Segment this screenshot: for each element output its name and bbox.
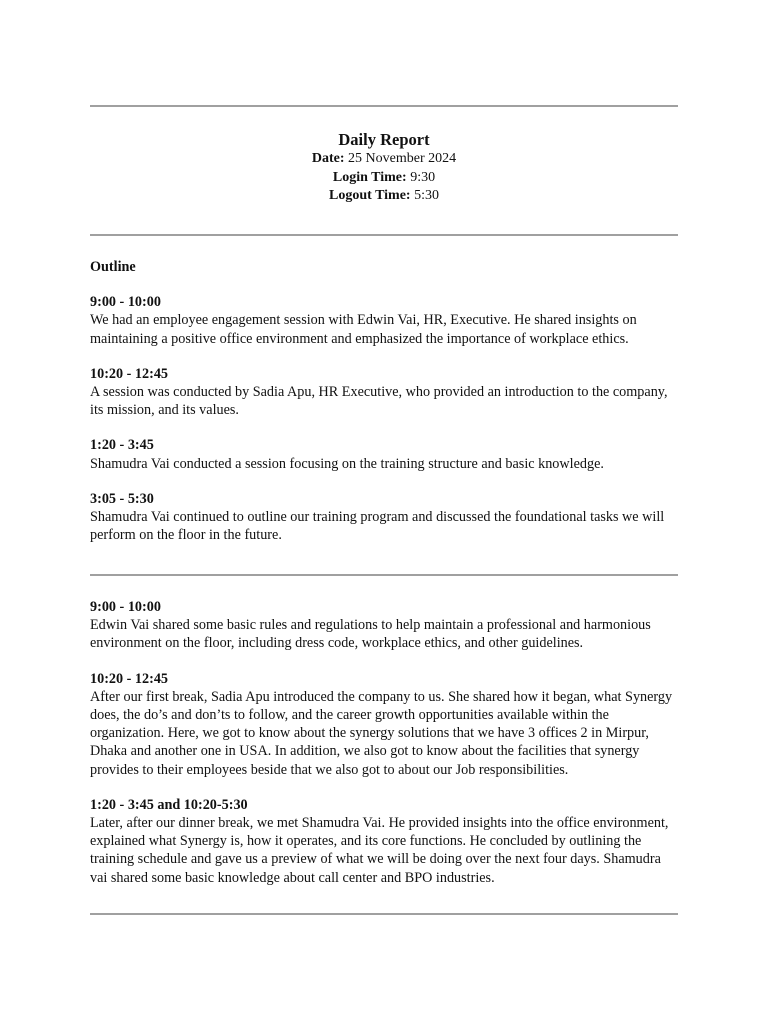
entry-text: Shamudra Vai conducted a session focusing on the training structure and basic knowledge. (90, 455, 604, 472)
outline-heading: Outline (90, 259, 136, 275)
top-divider (90, 105, 678, 107)
date-value: 25 November 2024 (348, 151, 457, 166)
report-title: Daily Report (338, 130, 430, 149)
header-divider (90, 234, 678, 236)
detail-entry (90, 670, 678, 779)
report-header (90, 130, 678, 206)
entry-text: After our first break, Sadia Apu introduced the company to us. She shared how it began, what Synergy does, the do’s and don’ts to follow, and the career growth opportunities available within the organization. Here, we got to know about the synergy solutions that we have 3 offices 2 in Mirpur, Dhaka and another one in USA. In addition, we also got to know about the facilities that synergy provides to their employees beside that we also got to about our Job responsibilities. (90, 688, 673, 778)
entry-time: 3:05 - 5:30 (90, 490, 154, 507)
bottom-divider (90, 913, 678, 915)
entry-text: A session was conducted by Sadia Apu, HR Executive, who provided an introduction to the company, its mission, and its values. (90, 384, 668, 419)
entry-time: 10:20 - 12:45 (90, 670, 169, 687)
login-time-value: 9:30 (410, 169, 436, 185)
outline-entry (90, 436, 678, 472)
logout-time-value: 5:30 (414, 188, 439, 203)
entry-text: Later, after our dinner break, we met Shamudra Vai. He provided insights into the office environment, explained what Synergy is, how it operates, and its core functions. He concluded by outlining the training schedule and gave us a preview of what we will be doing over the next four days. Shamudra vai shared some basic knowledge about call center and BPO industries. (90, 815, 669, 886)
entry-time: 1:20 - 3:45 and 10:20-5:30 (90, 796, 248, 813)
entry-text: Shamudra Vai continued to outline our training program and discussed the foundational tasks we will perform on the floor in the future. (90, 509, 665, 544)
entry-time: 10:20 - 12:45 (90, 365, 169, 382)
entry-time: 1:20 - 3:45 (90, 437, 154, 454)
logout-time-label: Logout Time: (329, 188, 411, 203)
entry-text: We had an employee engagement session with Edwin Vai, HR, Executive. He shared insights on maintaining a positive office environment and emphasized the importance of workplace ethics. (90, 312, 637, 347)
outline-entry (90, 490, 678, 545)
outline-entry (90, 365, 678, 420)
detail-entry (90, 598, 678, 653)
entry-time: 9:00 - 10:00 (90, 599, 161, 615)
detail-entry (90, 796, 678, 887)
outline-section (90, 258, 678, 544)
section-divider (90, 574, 678, 576)
entry-text: Edwin Vai shared some basic rules and regulations to help maintain a professional and harmonious environment on the floor, including dress code, workplace ethics, and other guidelines. (90, 617, 651, 652)
logout-time-line (90, 187, 678, 206)
entry-time: 9:00 - 10:00 (90, 294, 161, 311)
login-time-label: Login Time: (332, 169, 407, 185)
date-label: Date: (311, 151, 345, 166)
login-time-line (90, 169, 678, 188)
details-section (90, 598, 678, 887)
date-line (90, 150, 678, 169)
outline-entry (90, 293, 678, 348)
